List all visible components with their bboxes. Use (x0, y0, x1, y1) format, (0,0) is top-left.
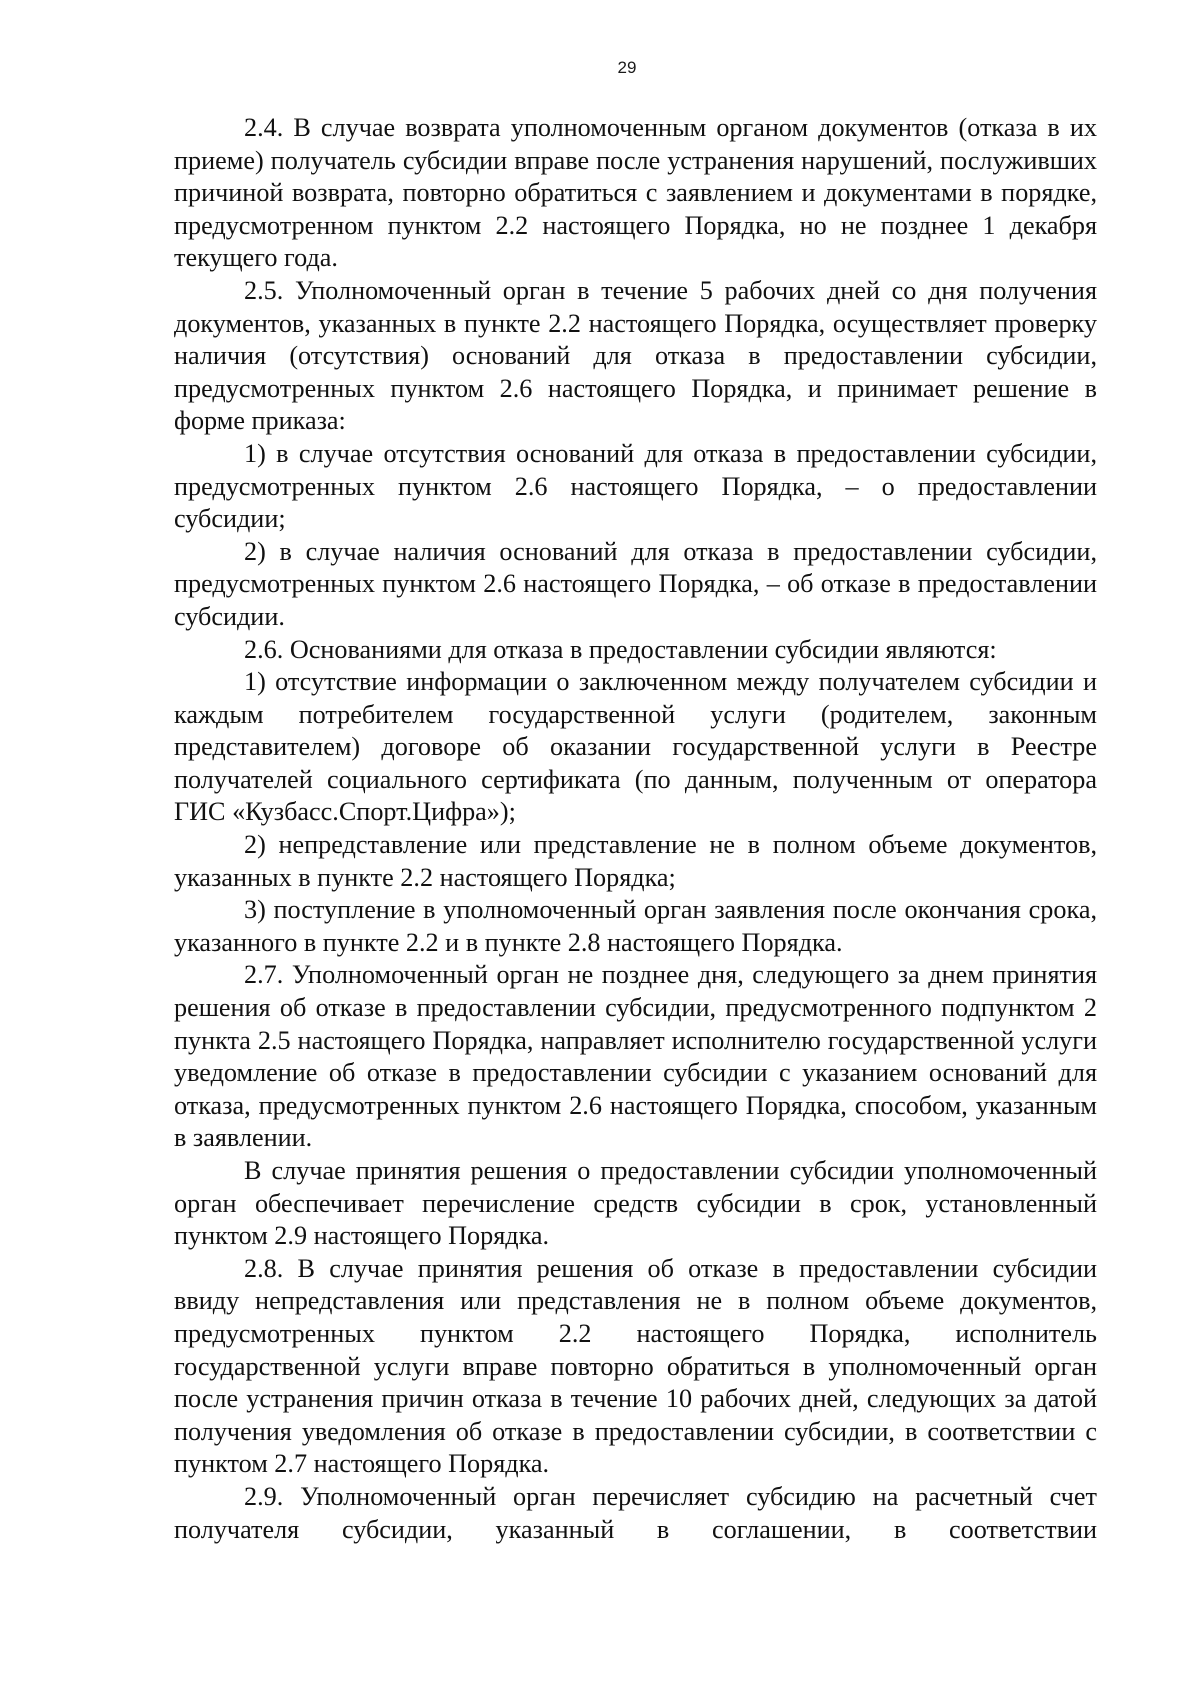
paragraph-2-5-item-1: 1) в случае отсутствия оснований для отказа в предоставлении субсидии, предусмотренных пунктом 2.6 настоящего Порядка, – о предоставлении субсидии; (174, 438, 1097, 534)
paragraph-2-5: 2.5. Уполномоченный орган в течение 5 рабочих дней со дня получения документов, указанных в пункте 2.2 настоящего Порядка, осуществляет проверку наличия (отсутствия) оснований для отказа в предоставлении субсидии, предусмотренных пунктом 2.6 настоящего Порядка, и принимает решение в форме приказа: (174, 275, 1097, 436)
paragraph-2-7-continuation: В случае принятия решения о предоставлении субсидии уполномоченный орган обеспечивает перечисление средств субсидии в срок, установленный пунктом 2.9 настоящего Порядка. (174, 1156, 1097, 1251)
paragraph-2-6-item-3: 3) поступление в уполномоченный орган заявления после окончания срока, указанного в пункте 2.2 и в пункте 2.8 настоящего Порядка. (174, 895, 1097, 957)
document-body (174, 112, 1097, 1546)
paragraph-2-8: 2.8. В случае принятия решения об отказе в предоставлении субсидии ввиду непредставления или представления не в полном объеме документов, предусмотренных пунктом 2.2 настоящего Порядка, исполнитель государственной услуги вправе повторно обратиться в уполномоченный орган после устранения причин отказа в течение 10 рабочих дней, следующих за датой получения уведомления об отказе в предоставлении субсидии, в соответствии с пунктом 2.7 настоящего Порядка. (174, 1253, 1097, 1479)
paragraph-2-6-item-2: 2) непредставление или представление не в полном объеме документов, указанных в пункте 2.2 настоящего Порядка; (174, 830, 1097, 892)
paragraph-2-6: 2.6. Основаниями для отказа в предоставлении субсидии являются: (244, 634, 997, 664)
page-number: 29 (617, 58, 637, 77)
paragraph-2-6-item-1: 1) отсутствие информации о заключенном между получателем субсидии и каждым потребителем государственной услуги (родителем, законным представителем) договоре об оказании государственной услуги в Реестре получателей социального сертификата (по данным, полученным от оператора ГИС «Кузбасс.Спорт.Цифра»); (174, 667, 1097, 827)
paragraph-2-5-item-2: 2) в случае наличия оснований для отказа в предоставлении субсидии, предусмотренных пунктом 2.6 настоящего Порядка, – об отказе в предоставлении субсидии. (174, 536, 1097, 631)
paragraph-2-4: 2.4. В случае возврата уполномоченным органом документов (отказа в их приеме) получатель субсидии вправе после устранения нарушений, послуживших причиной возврата, повторно обратиться с заявлением и документами в порядке, предусмотренном пунктом 2.2 настоящего Порядка, но не позднее 1 декабря текущего года. (174, 113, 1097, 273)
paragraph-2-9: 2.9. Уполномоченный орган перечисляет субсидию на расчетный счет получателя субсидии, указанный в соглашении, в соответствии (174, 1481, 1097, 1544)
paragraph-2-7: 2.7. Уполномоченный орган не позднее дня, следующего за днем принятия решения об отказе в предоставлении субсидии, предусмотренного подпунктом 2 пункта 2.5 настоящего Порядка, направляет исполнителю государственной услуги уведомление об отказе в предоставлении субсидии с указанием оснований для отказа, предусмотренных пунктом 2.6 настоящего Порядка, способом, указанным в заявлении. (174, 960, 1097, 1153)
